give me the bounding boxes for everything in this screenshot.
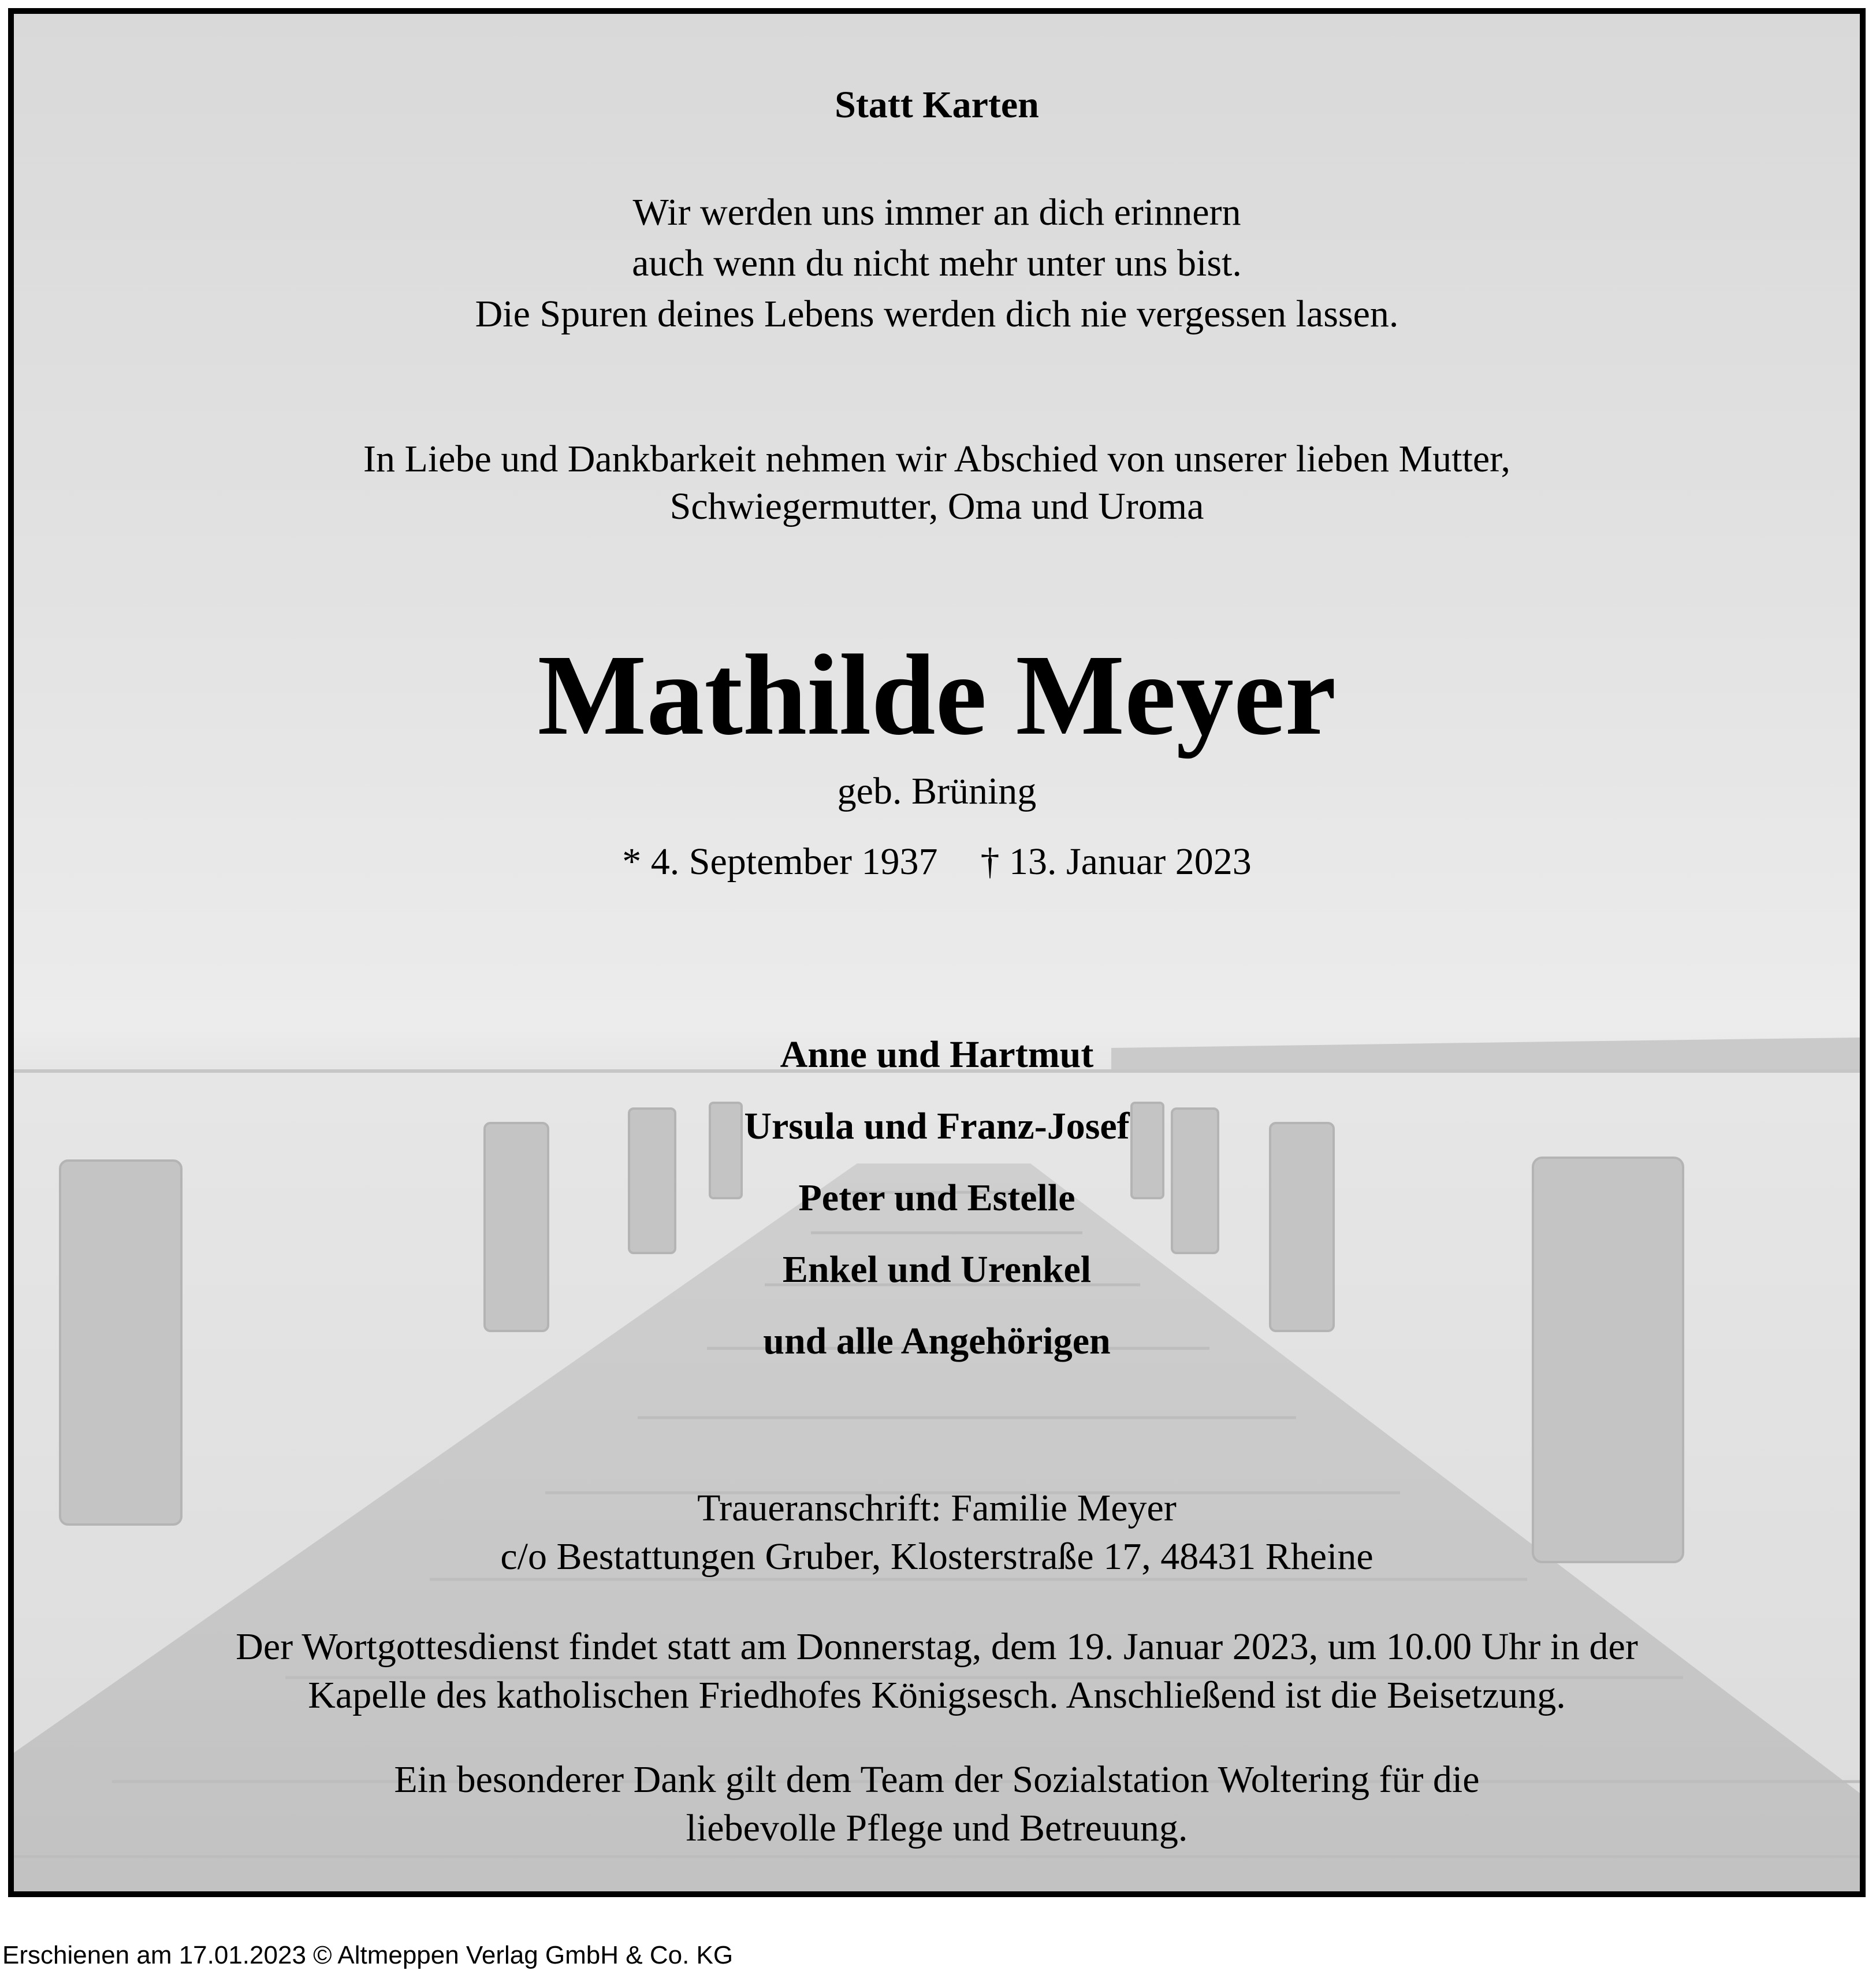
- service-line: Der Wortgottesdienst findet statt am Donnerstag, dem 19. Januar 2023, um 10.00 Uhr in der: [236, 1626, 1638, 1668]
- birth-date: * 4. September 1937: [622, 841, 938, 883]
- statt-karten-heading: Statt Karten: [835, 84, 1039, 126]
- family-member: und alle Angehörigen: [763, 1320, 1111, 1362]
- deceased-name: Mathilde Meyer: [537, 631, 1337, 759]
- intro-line: Schwiegermutter, Oma und Uroma: [669, 485, 1204, 527]
- service-info: [14, 1623, 1860, 1720]
- verse-line: Die Spuren deines Lebens werden dich nie vergessen lassen.: [475, 293, 1399, 335]
- obituary-notice: [8, 8, 1866, 1897]
- mourning-address: [14, 1484, 1860, 1581]
- service-line: Kapelle des katholischen Friedhofes Königsesch. Anschließend ist die Beisetzung.: [308, 1674, 1566, 1716]
- family-member: Enkel und Urenkel: [782, 1248, 1092, 1291]
- family-member: Peter und Estelle: [798, 1177, 1075, 1219]
- family-list: [14, 1019, 1860, 1377]
- life-dates: [14, 840, 1860, 884]
- verse-line: Wir werden uns immer an dich erinnern: [632, 191, 1241, 233]
- thanks-note: [14, 1756, 1860, 1853]
- family-member: Anne und Hartmut: [780, 1033, 1094, 1076]
- thanks-line: liebevolle Pflege und Betreuung.: [686, 1807, 1188, 1849]
- intro-line: In Liebe und Dankbarkeit nehmen wir Abschied von unserer lieben Mutter,: [363, 438, 1510, 480]
- thanks-line: Ein besonderer Dank gilt dem Team der Sozialstation Woltering für die: [394, 1758, 1480, 1801]
- publication-footer: Erschienen am 17.01.2023 © Altmeppen Verlag GmbH & Co. KG: [2, 1941, 734, 1969]
- intro-text: [14, 436, 1860, 530]
- death-date: † 13. Januar 2023: [980, 841, 1252, 883]
- maiden-name: geb. Brüning: [837, 770, 1037, 812]
- verse-line: auch wenn du nicht mehr unter uns bist.: [632, 242, 1242, 284]
- family-member: Ursula und Franz-Josef: [744, 1105, 1130, 1147]
- address-line: Traueranschrift: Familie Meyer: [697, 1487, 1177, 1529]
- verse: [14, 187, 1860, 340]
- address-line: c/o Bestattungen Gruber, Klosterstraße 17, 48431 Rheine: [500, 1535, 1374, 1578]
